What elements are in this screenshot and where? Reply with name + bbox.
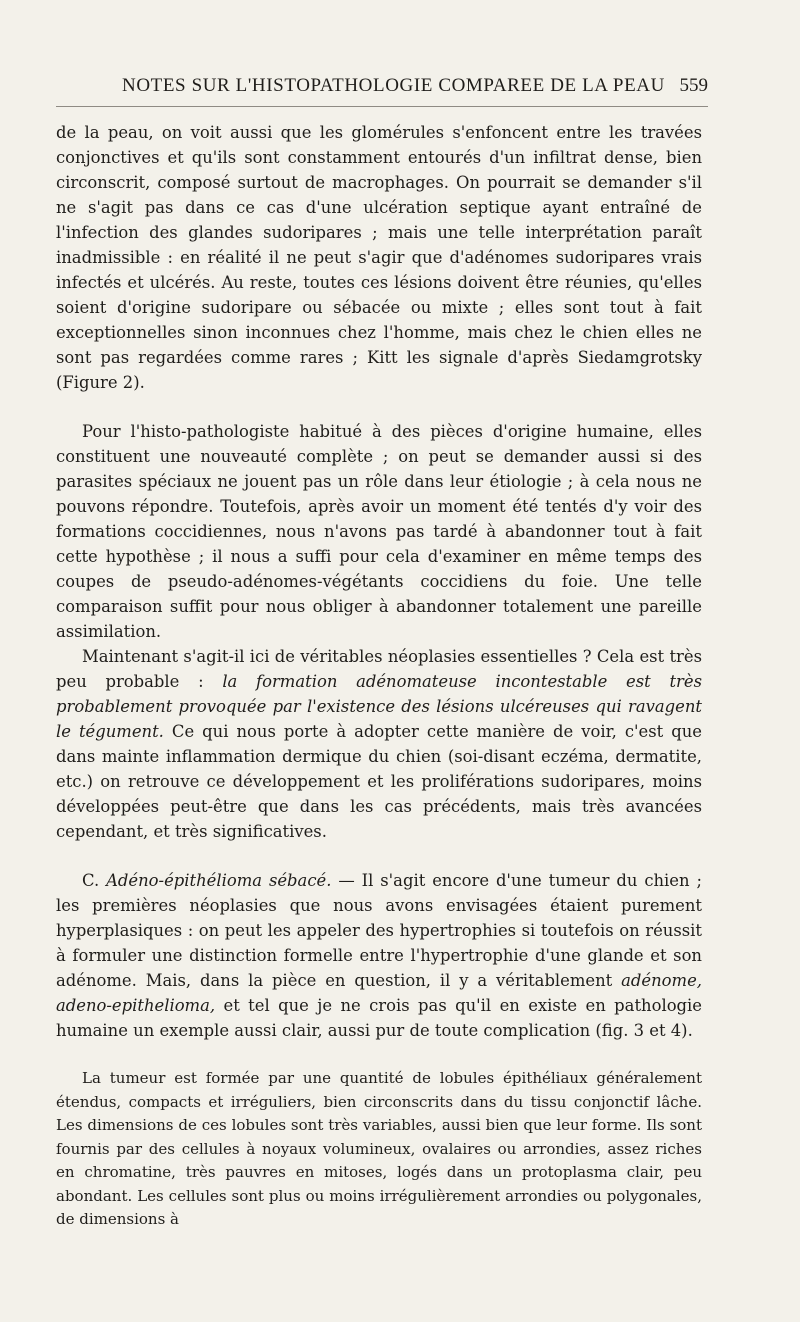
page-number: 559 bbox=[679, 75, 708, 96]
paragraph-5: La tumeur est formée par une quantité de lobules épithéliaux généralement étendus, compacts et irréguliers, bien circonscrits dans du tissu conjonctif lâche. Les dimensions de ces lobules sont très variables, aussi bien que leur forme. Ils sont fournis par des cellules à noyaux volumineux, ovalaires ou arrondies, assez riches en chromatine, très pauvres en mitoses, logés dans un protoplasma clair, peu abondant. Les cellules sont plus ou moins irrégulièrement arrondies ou polygonales, de dimensions à bbox=[56, 1069, 702, 1228]
paragraph-4-end: et tel que je ne crois pas qu'il en existe en pathologie humaine un exemple aussi clair, aussi pur de toute complication (fig. 3 et 4). bbox=[56, 996, 702, 1040]
paragraph-3-end: Ce qui nous porte à adopter cette manière de voir, c'est que dans mainte inflammation dermique du chien (soi-disant eczéma, dermatite, etc.) on retrouve ce développement et les proliférations sudoripares, moins développées peut-être que dans les cas précédents, mais très avancées cependant, et très significatives. bbox=[56, 722, 702, 841]
paragraph-3 bbox=[56, 644, 702, 844]
paragraph-2: Pour l'histo-pathologiste habitué à des pièces d'origine humaine, elles constituent une nouveauté complète ; on peut se demander aussi si des parasites spéciaux ne jouent pas un rôle dans leur étiologie ; à cela nous ne pouvons répondre. Toutefois, après avoir un moment été tentés d'y voir des formations coccidiennes, nous n'avons pas tardé à abandonner tout à fait cette hypothèse ; il nous a suffi pour cela d'examiner en même temps des coupes de pseudo-adénomes-végétants coccidiens du foie. Une telle comparaison suffit pour nous obliger à abandonner totalement une pareille assimilation. bbox=[56, 422, 702, 641]
running-header bbox=[56, 70, 708, 107]
section-label: C. bbox=[82, 871, 107, 890]
paragraph-4 bbox=[56, 868, 702, 1043]
paragraph-4-mid: — Il s'agit encore d'une tumeur du chien ; les premières néoplasies que nous avons envisagées étaient purement hyperplasiques : on peut les appeler des hypertrophies si toutefois on réussit à formuler une distinction formelle entre l'hypertrophie d'une glande et son adénome. Mais, dans la pièce en question, il y a véritablement bbox=[56, 871, 702, 990]
paragraph-4-italic: adénome, adeno-epithelioma, bbox=[56, 971, 702, 1015]
page-body bbox=[56, 120, 702, 1232]
paragraph-3-italic: la formation adénomateuse incontestable est très probablement provoquée par l'existence des lésions ulcéreuses qui ravagent le tégument. bbox=[56, 672, 703, 741]
running-title: NOTES SUR L'HISTOPATHOLOGIE COMPAREE DE LA PEAU bbox=[122, 75, 665, 96]
paragraph-1: de la peau, on voit aussi que les glomérules s'enfoncent entre les travées conjonctives et qu'ils sont constamment entourés d'un infiltrat dense, bien circonscrit, composé surtout de macrophages. On pourrait se demander s'il ne s'agit pas dans ce cas d'une ulcération septique ayant entraîné de l'infection des glandes sudoripares ; mais une telle interprétation paraît inadmissible : en réalité il ne peut s'agir que d'adénomes sudoripares vrais infectés et ulcérés. Au reste, toutes ces lésions doivent être réunies, qu'elles soient d'origine sudoripare ou sébacée ou mixte ; elles sont tout à fait exceptionnelles sinon inconnues chez l'homme, mais chez le chien elles ne sont pas regardées comme rares ; Kitt les signale d'après Siedamgrotsky (Figure 2). bbox=[56, 123, 702, 392]
paragraph-3-start: Maintenant s'agit-il ici de véritables néoplasies essentielles ? Cela est très peu probable : bbox=[56, 647, 702, 691]
section-title: Adéno-épithélioma sébacé. bbox=[106, 871, 332, 890]
